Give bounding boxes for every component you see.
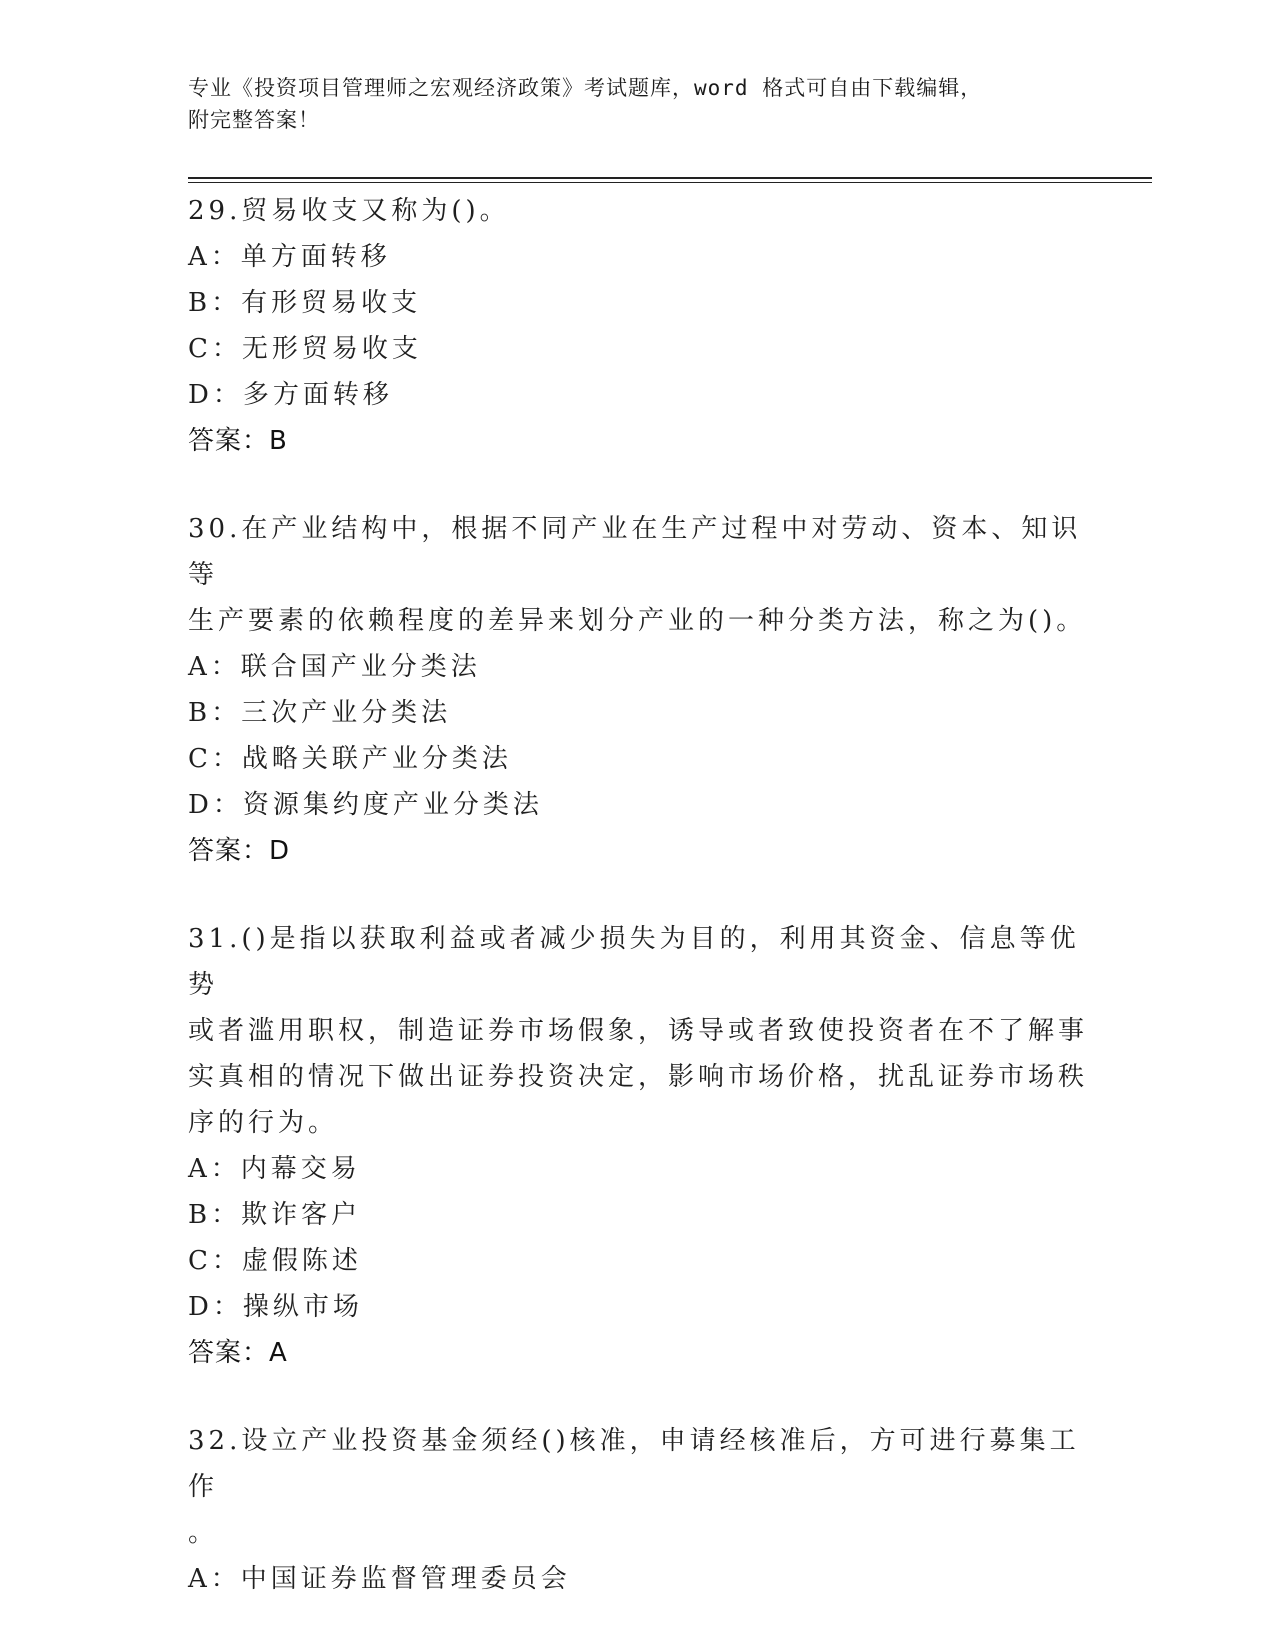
answer-label: 答案：A bbox=[188, 1338, 288, 1368]
option-b: B：三次产业分类法 bbox=[188, 698, 452, 728]
option-c: C：虚假陈述 bbox=[188, 1246, 362, 1276]
question-stem-continued: 或者滥用职权，制造证券市场假象，诱导或者致使投资者在不了解事 bbox=[188, 1016, 1089, 1046]
option-d: D：资源集约度产业分类法 bbox=[188, 790, 543, 820]
question-list bbox=[188, 188, 1088, 1602]
header-line-2: 附完整答案！ bbox=[188, 108, 320, 132]
question-stem-continued: 序的行为。 bbox=[188, 1108, 339, 1138]
answer-label: 答案：B bbox=[188, 426, 288, 456]
question-stem: 29.贸易收支又称为()。 bbox=[188, 196, 510, 226]
question-stem-continued: 实真相的情况下做出证券投资决定，影响市场价格，扰乱证券市场秩 bbox=[188, 1062, 1089, 1092]
header-divider-thin bbox=[188, 182, 1152, 183]
option-c: C：无形贸易收支 bbox=[188, 334, 422, 364]
option-a: A：联合国产业分类法 bbox=[188, 652, 481, 682]
question-31 bbox=[188, 916, 1088, 1376]
question-30 bbox=[188, 506, 1088, 874]
question-29 bbox=[188, 188, 1088, 464]
option-b: B：有形贸易收支 bbox=[188, 288, 422, 318]
option-a: A：单方面转移 bbox=[188, 242, 391, 272]
question-stem: 31.()是指以获取利益或者减少损失为目的，利用其资金、信息等优势 bbox=[188, 924, 1080, 1000]
header-line-1: 专业《投资项目管理师之宏观经济政策》考试题库，word 格式可自由下载编辑， bbox=[188, 76, 983, 100]
question-stem: 32.设立产业投资基金须经()核准，申请经核准后，方可进行募集工作 bbox=[188, 1426, 1080, 1502]
option-d: D：多方面转移 bbox=[188, 380, 393, 410]
question-32 bbox=[188, 1418, 1088, 1602]
header-divider-thick bbox=[188, 177, 1152, 179]
option-b: B：欺诈客户 bbox=[188, 1200, 362, 1230]
option-a: A：中国证券监督管理委员会 bbox=[188, 1564, 571, 1594]
document-header bbox=[188, 72, 1088, 136]
option-c: C：战略关联产业分类法 bbox=[188, 744, 512, 774]
answer-label: 答案：D bbox=[188, 836, 291, 866]
question-stem-continued: 。 bbox=[188, 1518, 219, 1548]
option-a: A：内幕交易 bbox=[188, 1154, 361, 1184]
question-stem-continued: 生产要素的依赖程度的差异来划分产业的一种分类方法，称之为()。 bbox=[188, 606, 1087, 636]
question-stem: 30.在产业结构中，根据不同产业在生产过程中对劳动、资本、知识等 bbox=[188, 514, 1082, 590]
option-d: D：操纵市场 bbox=[188, 1292, 363, 1322]
